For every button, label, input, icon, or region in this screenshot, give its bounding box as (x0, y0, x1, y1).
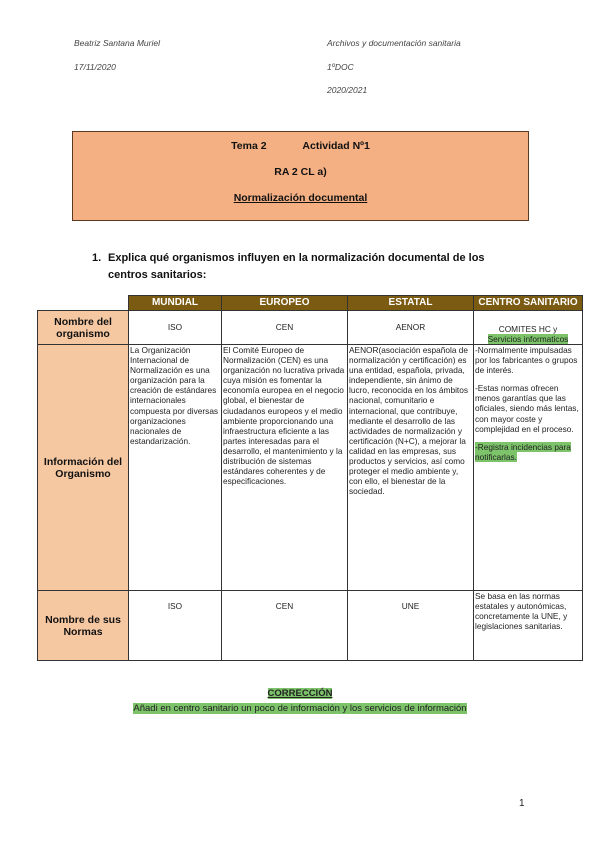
cell-normas-mundial: ISO (129, 591, 222, 661)
row-header-normas: Nombre de sus Normas (38, 591, 129, 661)
author-name: Beatriz Santana Muriel (74, 38, 160, 48)
cell-info-estatal: AENOR(asociación española de normalización y certificación) es una entidad, española, privada, independiente, sin ánimo de lucro, reconocida en los ámbitos nacional, comunitario e internacional, que contribuye, mediante el desarrollo de las actividades de normalización y certificación (N+C), a mejorar la calidad en las empresas, sus productos y servicios, así como proteger el medio ambiente y, con ello, el bienestar de la sociedad. (348, 345, 474, 591)
page-number: 1 (519, 798, 525, 809)
centro-info-p2: -Estas normas ofrecen menos garantías que las oficiales, siendo más lentas, con mayor coste y complejidad en el proceso. (475, 383, 579, 434)
column-header-europeo: EUROPEO (222, 296, 348, 311)
column-header-estatal: ESTATAL (348, 296, 474, 311)
cell-normas-centro: Se basa en las normas estatales y autonómicas, concretamente la UNE, y legislaciones sanitarias. (474, 591, 583, 661)
centro-organismo-line1: COMITES HC y (498, 323, 558, 334)
question (92, 250, 512, 284)
question-number: 1. (92, 252, 102, 264)
column-header-centro-sanitario: CENTRO SANITARIO (474, 296, 583, 311)
document-date: 17/11/2020 (74, 62, 116, 72)
cell-normas-estatal: UNE (348, 591, 474, 661)
course-name: 1ºDOC (327, 62, 354, 72)
correction-title: CORRECCIÓN (267, 688, 333, 699)
centro-info-p1: -Normalmente impulsadas por los fabricantes o grupos de interés. (475, 345, 578, 376)
tema-label: Tema 2 (231, 140, 267, 152)
academic-year: 2020/2021 (327, 85, 368, 95)
correction-title-wrap (0, 688, 600, 699)
title-box (72, 131, 529, 221)
cell-organismo-mundial: ISO (129, 311, 222, 345)
centro-organismo-line2: Servicios informaticos (487, 333, 569, 344)
title-heading: Normalización documental (233, 192, 368, 204)
centro-info-p3: -Registra incidencias para notificarlas. (475, 441, 571, 462)
correction-text: Añadi en centro sanitario un poco de información y los servicios de información (133, 703, 467, 714)
cell-info-europeo: El Comité Europeo de Normalización (CEN) es una organización no lucrativa privada cuya misión es fomentar la economía europea en el negocio global, el bienestar de ciudadanos europeos y el medio ambiente proporcionando una infraestructura eficiente a las partes interesadas para el desarrollo, el mantenimiento y la distribución de sistemas estándares coherentes y de especificaciones. (222, 345, 348, 591)
cell-normas-europeo: CEN (222, 591, 348, 661)
correction-text-wrap (0, 703, 600, 714)
cell-info-centro (474, 345, 583, 591)
table-row (38, 345, 583, 591)
cell-organismo-centro (474, 311, 583, 345)
cell-organismo-europeo: CEN (222, 311, 348, 345)
table-header-row (38, 296, 583, 311)
column-header-mundial: MUNDIAL (129, 296, 222, 311)
cell-organismo-estatal: AENOR (348, 311, 474, 345)
ra-label: RA 2 CL a) (274, 166, 327, 178)
title-line-1 (73, 140, 528, 152)
row-header-informacion: Información del Organismo (38, 345, 129, 591)
question-text: Explica qué organismos influyen en la normalización documental de los centros sanitarios: (108, 252, 485, 281)
organisms-table (37, 295, 583, 661)
subject-name: Archivos y documentación sanitaria (327, 38, 461, 48)
table-corner (38, 296, 129, 311)
table-row (38, 311, 583, 345)
actividad-label: Actividad Nº1 (302, 140, 370, 152)
cell-info-mundial: La Organización Internacional de Normalización es una organización para la creación de estándares internacionales compuesta por diversas organizaciones nacionales de estandarización. (129, 345, 222, 591)
table-row (38, 591, 583, 661)
row-header-organismo: Nombre del organismo (38, 311, 129, 345)
